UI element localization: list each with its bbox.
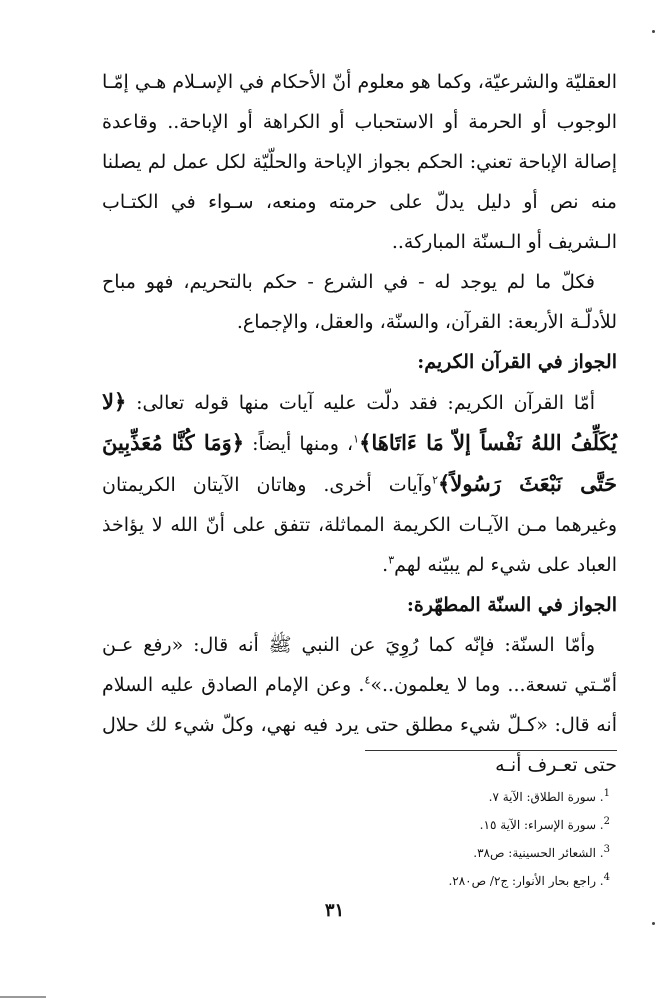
text-run: وأمّا السنّة: فإنّه كما رُوِيَ عن النبي ﷺ أنه قال: «رفع عـن أمّـتي تسعة... وما لا يعلمون..» [102, 634, 617, 696]
footnote-item [300, 811, 610, 839]
page-number: ٣١ [324, 900, 345, 921]
text-run: . [382, 554, 389, 576]
paragraph-quran [102, 382, 617, 585]
text-line: دليل يدلّ على حرمته ومنعه، سـواء في الكتـاب الـشريف أو الـسنّة [102, 191, 617, 253]
section-heading-sunnah: الجواز في السنّة المطهّرة: [406, 594, 617, 616]
footnote-item [300, 867, 610, 895]
text-line: المباركة.. [391, 231, 466, 253]
text-line: فكلّ ما لم يوجد له - في الشرع - حكم بالتحريم، فهو مباح للأدلّـة [102, 271, 617, 333]
text-run: . وعن الإمام الصادق عليه السلام أنه قال: «كـلّ شيء مطلق حتى يرد فيه نهي، وكلّ شيء لك حلال حتى تعـرف أنـه [102, 674, 617, 776]
paragraph-sunnah [102, 625, 617, 785]
footnote-ref: ٤ [364, 673, 371, 687]
footnote-number: 4 [603, 872, 610, 883]
footnote-number: 2 [603, 816, 610, 827]
quran-verse: ﴿وَمَا كُنَّا مُعَذِّبِينَ حَتَّى نَبْعَثَ رَسُولاً﴾ [102, 430, 617, 496]
main-text [102, 62, 617, 785]
footnote-ref: ٢ [432, 473, 439, 487]
footnote-text: . سورة الطلاق: الآية ٧. [488, 790, 604, 804]
text-run: ، ومنها أيضاً: [252, 433, 354, 455]
footnotes [300, 783, 610, 895]
paragraph-rule [102, 262, 617, 342]
footnote-item [300, 783, 610, 811]
footnote-divider [365, 750, 617, 751]
footnote-text: . راجع بحار الأنوار: ج٢/ ص٢٨٠. [448, 874, 604, 888]
text-run: أمّا القرآن الكريم: فقد دلّت عليه آيات منها قوله تعالى: [136, 392, 595, 414]
footnote-ref: ١ [353, 432, 360, 446]
scan-speck [652, 30, 655, 33]
quran-verse: ﴿لا يُكَلِّفُ اللهُ نَفْساً إلاّ مَا ءَاتَاهَا﴾ [102, 389, 617, 455]
footnote-text: . سورة الإسراء: الآية ١٥. [479, 818, 604, 832]
footnote-text: . الشعائر الحسينية: ص٣٨. [473, 846, 604, 860]
text-line: العقليّة والشرعيّة، وكما هو معلوم أنّ الأحكام في الإسـلام هـي إمّـا [102, 71, 617, 93]
text-line: الوجوب أو الحرمة أو الاستحباب أو الكراهة أو الإباحة.. وقاعدة إصالة [102, 111, 617, 173]
footnote-ref: ٣ [388, 553, 395, 567]
scan-speck [652, 922, 655, 925]
text-line: الأربعة: القرآن، والسنّة، والعقل، والإجماع. [236, 311, 564, 333]
scan-edge-mark [0, 996, 46, 998]
text-run: وآيات أخرى. وهاتان الآيتان الكريمتان وغيرهما مـن الآيـات الكريمة المماثلة، تتفق على أنّ الله لا يؤاخذ العباد على شيء لم يبيّنه لهم [102, 474, 617, 576]
paragraph-intro [102, 62, 617, 262]
section-heading-quran: الجواز في القرآن الكريم: [417, 351, 617, 373]
footnote-item [300, 839, 610, 867]
text-line: الإباحة تعني: الحكم بجواز الإباحة والحلّيّة لكل عمل لم يصلنا منه نص أو [102, 151, 617, 213]
footnote-number: 3 [603, 844, 610, 855]
footnote-number: 1 [603, 788, 610, 799]
